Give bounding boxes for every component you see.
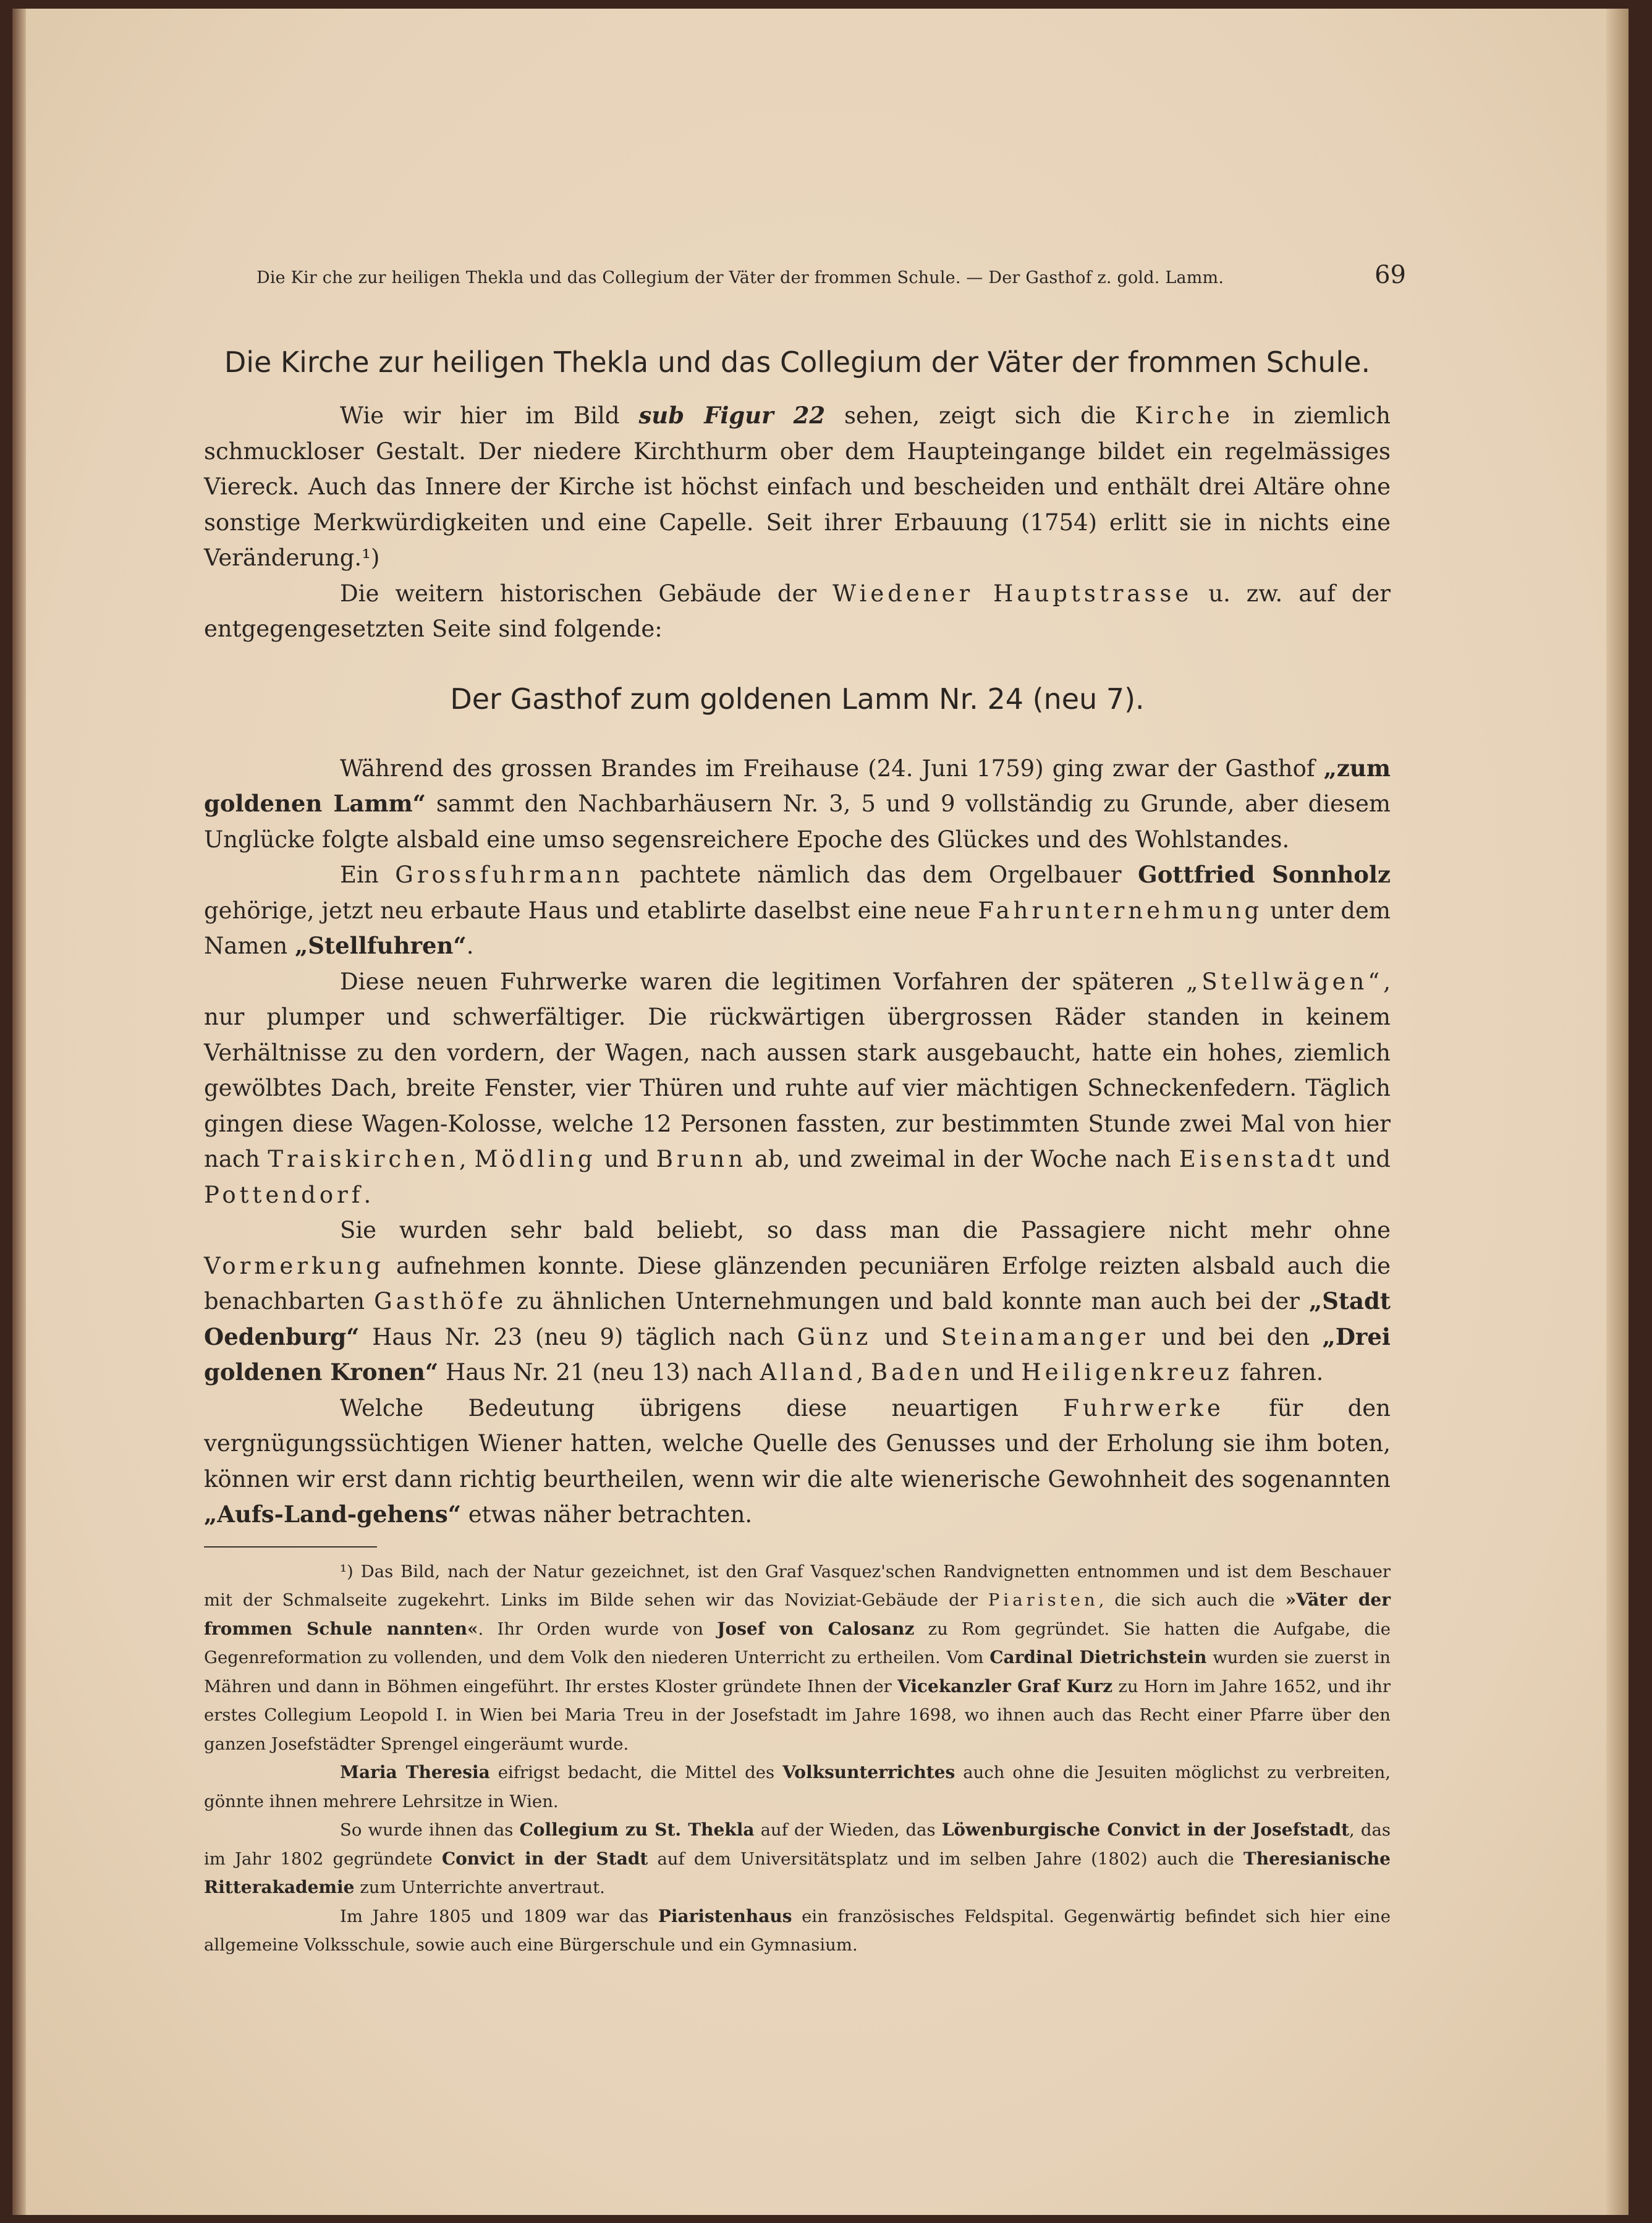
page-content: [204, 342, 1391, 1960]
running-head: [256, 261, 1406, 292]
paragraph-grossfuhrmann: Ein Grossfuhrmann pachtete nämlich das dem Orgelbauer Gottfried Sonnholz gehörige, jetzt neu erbaute Haus und etablirte daselbst eine neue Fahrunternehmung unter dem Namen „Stellfuhren“.: [204, 861, 1391, 959]
page-number: 69: [1375, 261, 1406, 289]
footnote-1: ¹) Das Bild, nach der Natur gezeichnet, ist den Graf Vasquez'schen Randvignetten entnommen und ist dem Beschauer mit der Schmalseite zugekehrt. Links im Bilde sehen wir das Noviziat-Gebäude der Piaristen, die sich auch die »Väter der frommen Schule nannten«. Ihr Orden wurde von Josef von Calosanz zu Rom gegründet. Sie hatten die Aufgabe, die Gegenreformation zu vollenden, und dem Volk den niederen Unterricht zu ertheilen. Vom Cardinal Dietrichstein wurden sie zuerst in Mähren und dann in Böhmen eingeführt. Ihr erstes Kloster gründete Ihnen der Vicekanzler Graf Kurz zu Horn im Jahre 1652, und ihr erstes Collegium Leopold I. in Wien bei Maria Treu in der Josefstadt im Jahre 1698, wo ihnen auch das Recht einer Pfarre über den ganzen Josefstädter Sprengel eingeräumt wurde.: [204, 1561, 1391, 1754]
paragraph-fire: Während des grossen Brandes im Freihause (24. Juni 1759) ging zwar der Gasthof „zum goldenen Lamm“ sammt den Nachbarhäusern Nr. 3, 5 und 9 vollständig zu Grunde, aber diesem Unglücke folgte alsbald eine umso segensreichere Epoche des Glückes und des Wohlstandes.: [204, 754, 1391, 853]
paragraph-church: Wie wir hier im Bild sub Figur 22 sehen, zeigt sich die Kirche in ziemlich schmuckloser Gestalt. Der niedere Kirchthurm ober dem Haupteingange bildet ein regelmässiges Viereck. Auch das Innere der Kirche ist höchst einfach und bescheiden und enthält drei Altäre ohne sonstige Merkwürdigkeiten und eine Capelle. Seit ihrer Erbauung (1754) erlitt sie in nichts eine Veränderung.¹): [204, 402, 1391, 571]
footnote-4: Im Jahre 1805 und 1809 war das Piaristenhaus ein französisches Feldspital. Gegenwärtig befindet sich hier eine allgemeine Volksschule, sowie auch eine Bürgerschule und ein Gymnasium.: [204, 1905, 1391, 1955]
page-edge: [1606, 9, 1629, 2215]
section-title-thekla: Die Kirche zur heiligen Thekla und das Collegium der Väter der frommen Schule.: [224, 345, 1371, 379]
paragraph-fuhrwerke: Diese neuen Fuhrwerke waren die legitimen Vorfahren der späteren „Stellwägen“, nur plumper und schwerfältiger. Die rückwärtigen übergrossen Räder standen in keinem Verhältnisse zu den vordern, der Wagen, nach aussen stark ausgebaucht, hatte ein hohes, ziemlich gewölbtes Dach, breite Fenster, vier Thüren und ruhte auf vier mächtigen Schneckenfedern. Täglich gingen diese Wagen-Kolosse, welche 12 Personen fassten, zur bestimmten Stunde zwei Mal von hier nach Traiskirchen, Mödling und Brunn ab, und zweimal in der Woche nach Eisenstadt und Pottendorf.: [204, 968, 1391, 1208]
running-head-text: Die Kir che zur heiligen Thekla und das Collegium der Väter der frommen Schule. — Der Gasthof z. gold. Lamm.: [256, 268, 1224, 287]
paragraph-beliebt: Sie wurden sehr bald beliebt, so dass man die Passagiere nicht mehr ohne Vormerkung aufnehmen konnte. Diese glänzenden pecuniären Erfolge reizten alsbald auch die benachbarten Gasthöfe zu ähnlichen Unternehmungen und bald konnte man auch bei der „Stadt Oedenburg“ Haus Nr. 23 (neu 9) täglich nach Günz und Steinamanger und bei den „Drei goldenen Kronen“ Haus Nr. 21 (neu 13) nach Alland, Baden und Heiligenkreuz fahren.: [204, 1217, 1391, 1386]
paragraph-buildings: Die weitern historischen Gebäude der Wiedener Hauptstrasse u. zw. auf der entgegengesetzten Seite sind folgende:: [204, 580, 1391, 642]
footnote-3: So wurde ihnen das Collegium zu St. Thekla auf der Wieden, das Löwenburgische Convict in der Josefstadt, das im Jahr 1802 gegründete Convict in der Stadt auf dem Universitätsplatz und im selben Jahre (1802) auch die Theresianische Ritterakademie zum Unterrichte anvertraut.: [204, 1819, 1391, 1897]
section-title-lamm: Der Gasthof zum goldenen Lamm Nr. 24 (neu 7).: [450, 682, 1145, 716]
footnote-rule: [204, 1546, 377, 1548]
paragraph-bedeutung: Welche Bedeutung übrigens diese neuartigen Fuhrwerke für den vergnügungssüchtigen Wiener hatten, welche Quelle des Genusses und der Erholung sie ihm boten, können wir erst dann richtig beurtheilen, wenn wir die alte wienerische Gewohnheit des sogenannten „Aufs-Land-gehens“ etwas näher betrachten.: [204, 1394, 1391, 1528]
footnote-2: Maria Theresia eifrigst bedacht, die Mittel des Volksunterrichtes auch ohne die Jesuiten möglichst zu verbreiten, gönnte ihnen mehrere Lehrsitze in Wien.: [204, 1762, 1391, 1811]
book-spine-shadow: [12, 9, 26, 2215]
book-page: [12, 9, 1629, 2215]
